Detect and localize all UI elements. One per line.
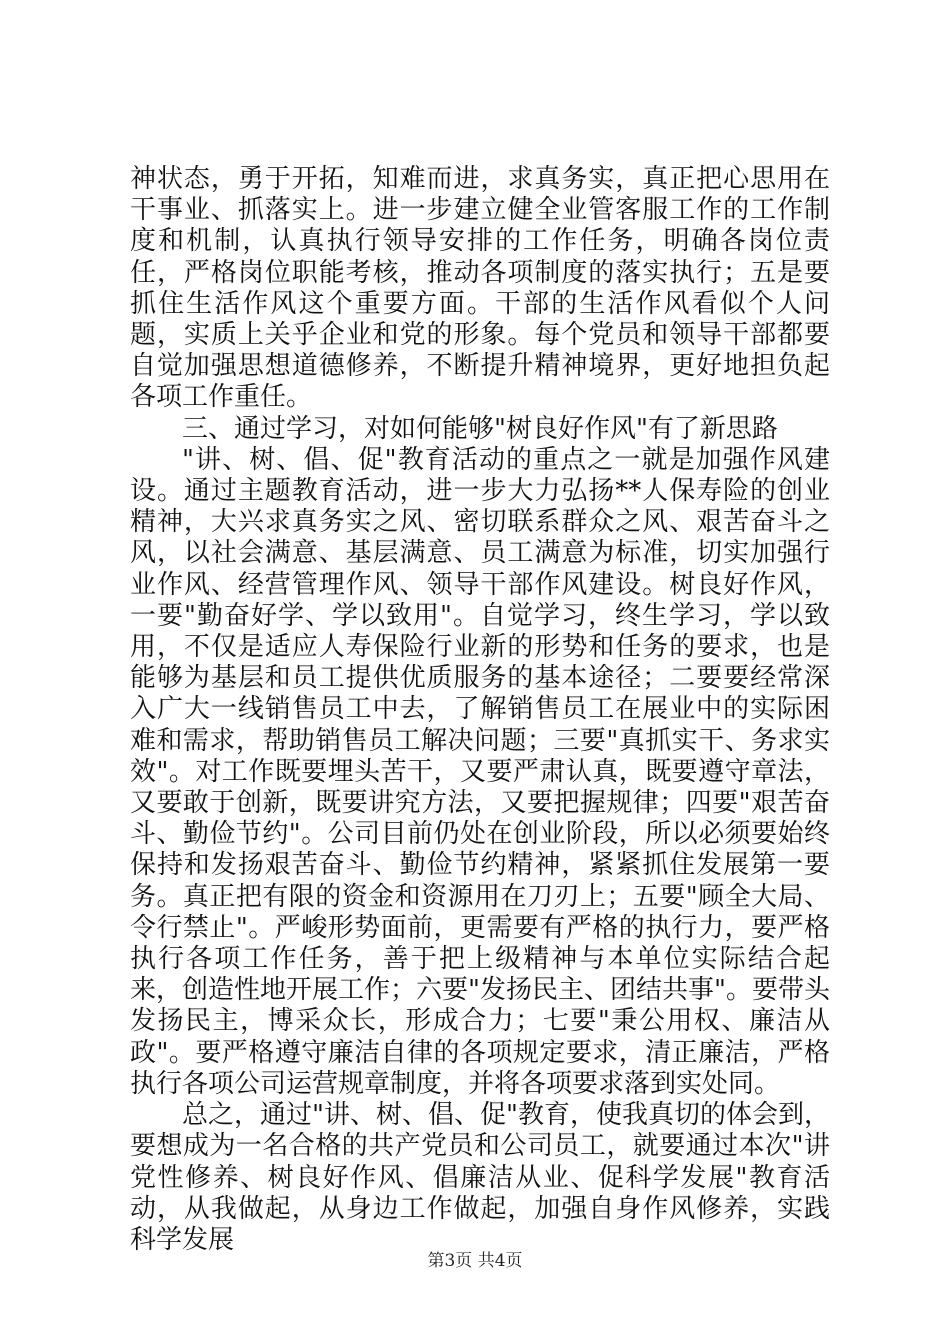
- paragraph-continuation: 神状态，勇于开拓，知难而进，求真务实，真正把心思用在干事业、抓落实上。进一步建立健全业管客服工作的工作制度和机制，认真执行领导安排的工作任务，明确各岗位责任，严格岗位职能考核，推动各项制度的落实执行；五是要抓住生活作风这个重要方面。干部的生活作风看似个人问题，实质上关乎企业和党的形象。每个党员和领导干部都要自觉加强思想道德修养，不断提升精神境界，更好地担负起各项工作重任。: [130, 164, 830, 413]
- document-body: [130, 164, 830, 1256]
- page-number-footer: 第3页 共4页: [427, 1251, 523, 1271]
- paragraph-conclusion: 总之，通过"讲、树、倡、促"教育，使我真切的体会到，要想成为一名合格的共产党员和公司员工，就要通过本次"讲党性修养、树良好作风、倡廉洁从业、促科学发展"教育活动，从我做起，从身边工作做起，加强自身作风修养，实践科学发展: [130, 1100, 830, 1255]
- section-heading-three: 三、通过学习，对如何能够"树良好作风"有了新思路: [182, 413, 778, 444]
- paragraph-work-style: "讲、树、倡、促"教育活动的重点之一就是加强作风建设。通过主题教育活动，进一步大力弘扬**人保寿险的创业精神，大兴求真务实之风、密切联系群众之风、艰苦奋斗之风，以社会满意、基层满意、员工满意为标准，切实加强行业作风、经营管理作风、领导干部作风建设。树良好作风，一要"勤奋好学、学以致用"。自觉学习，终生学习，学以致用，不仅是适应人寿保险行业新的形势和任务的要求，也是能够为基层和员工提供优质服务的基本途径；二要要经常深入广大一线销售员工中去，了解销售员工在展业中的实际困难和需求，帮助销售员工解决问题；三要"真抓实干、务求实效"。对工作既要埋头苦干，又要严肃认真，既要遵守章法，又要敢于创新，既要讲究方法，又要把握规律；四要"艰苦奋斗、勤俭节约"。公司目前仍处在创业阶段，所以必须要始终保持和发扬艰苦奋斗、勤俭节约精神，紧紧抓住发展第一要务。真正把有限的资金和资源用在刀刃上；五要"顾全大局、令行禁止"。严峻形势面前，更需要有严格的执行力，要严格执行各项工作任务，善于把上级精神与本单位实际结合起来，创造性地开展工作；六要"发扬民主、团结共事"。要带头发扬民主，博采众长，形成合力；七要"秉公用权、廉洁从政"。要严格遵守廉洁自律的各项规定要求，清正廉洁，严格执行各项公司运营规章制度，并将各项要求落到实处同。: [130, 444, 830, 1099]
